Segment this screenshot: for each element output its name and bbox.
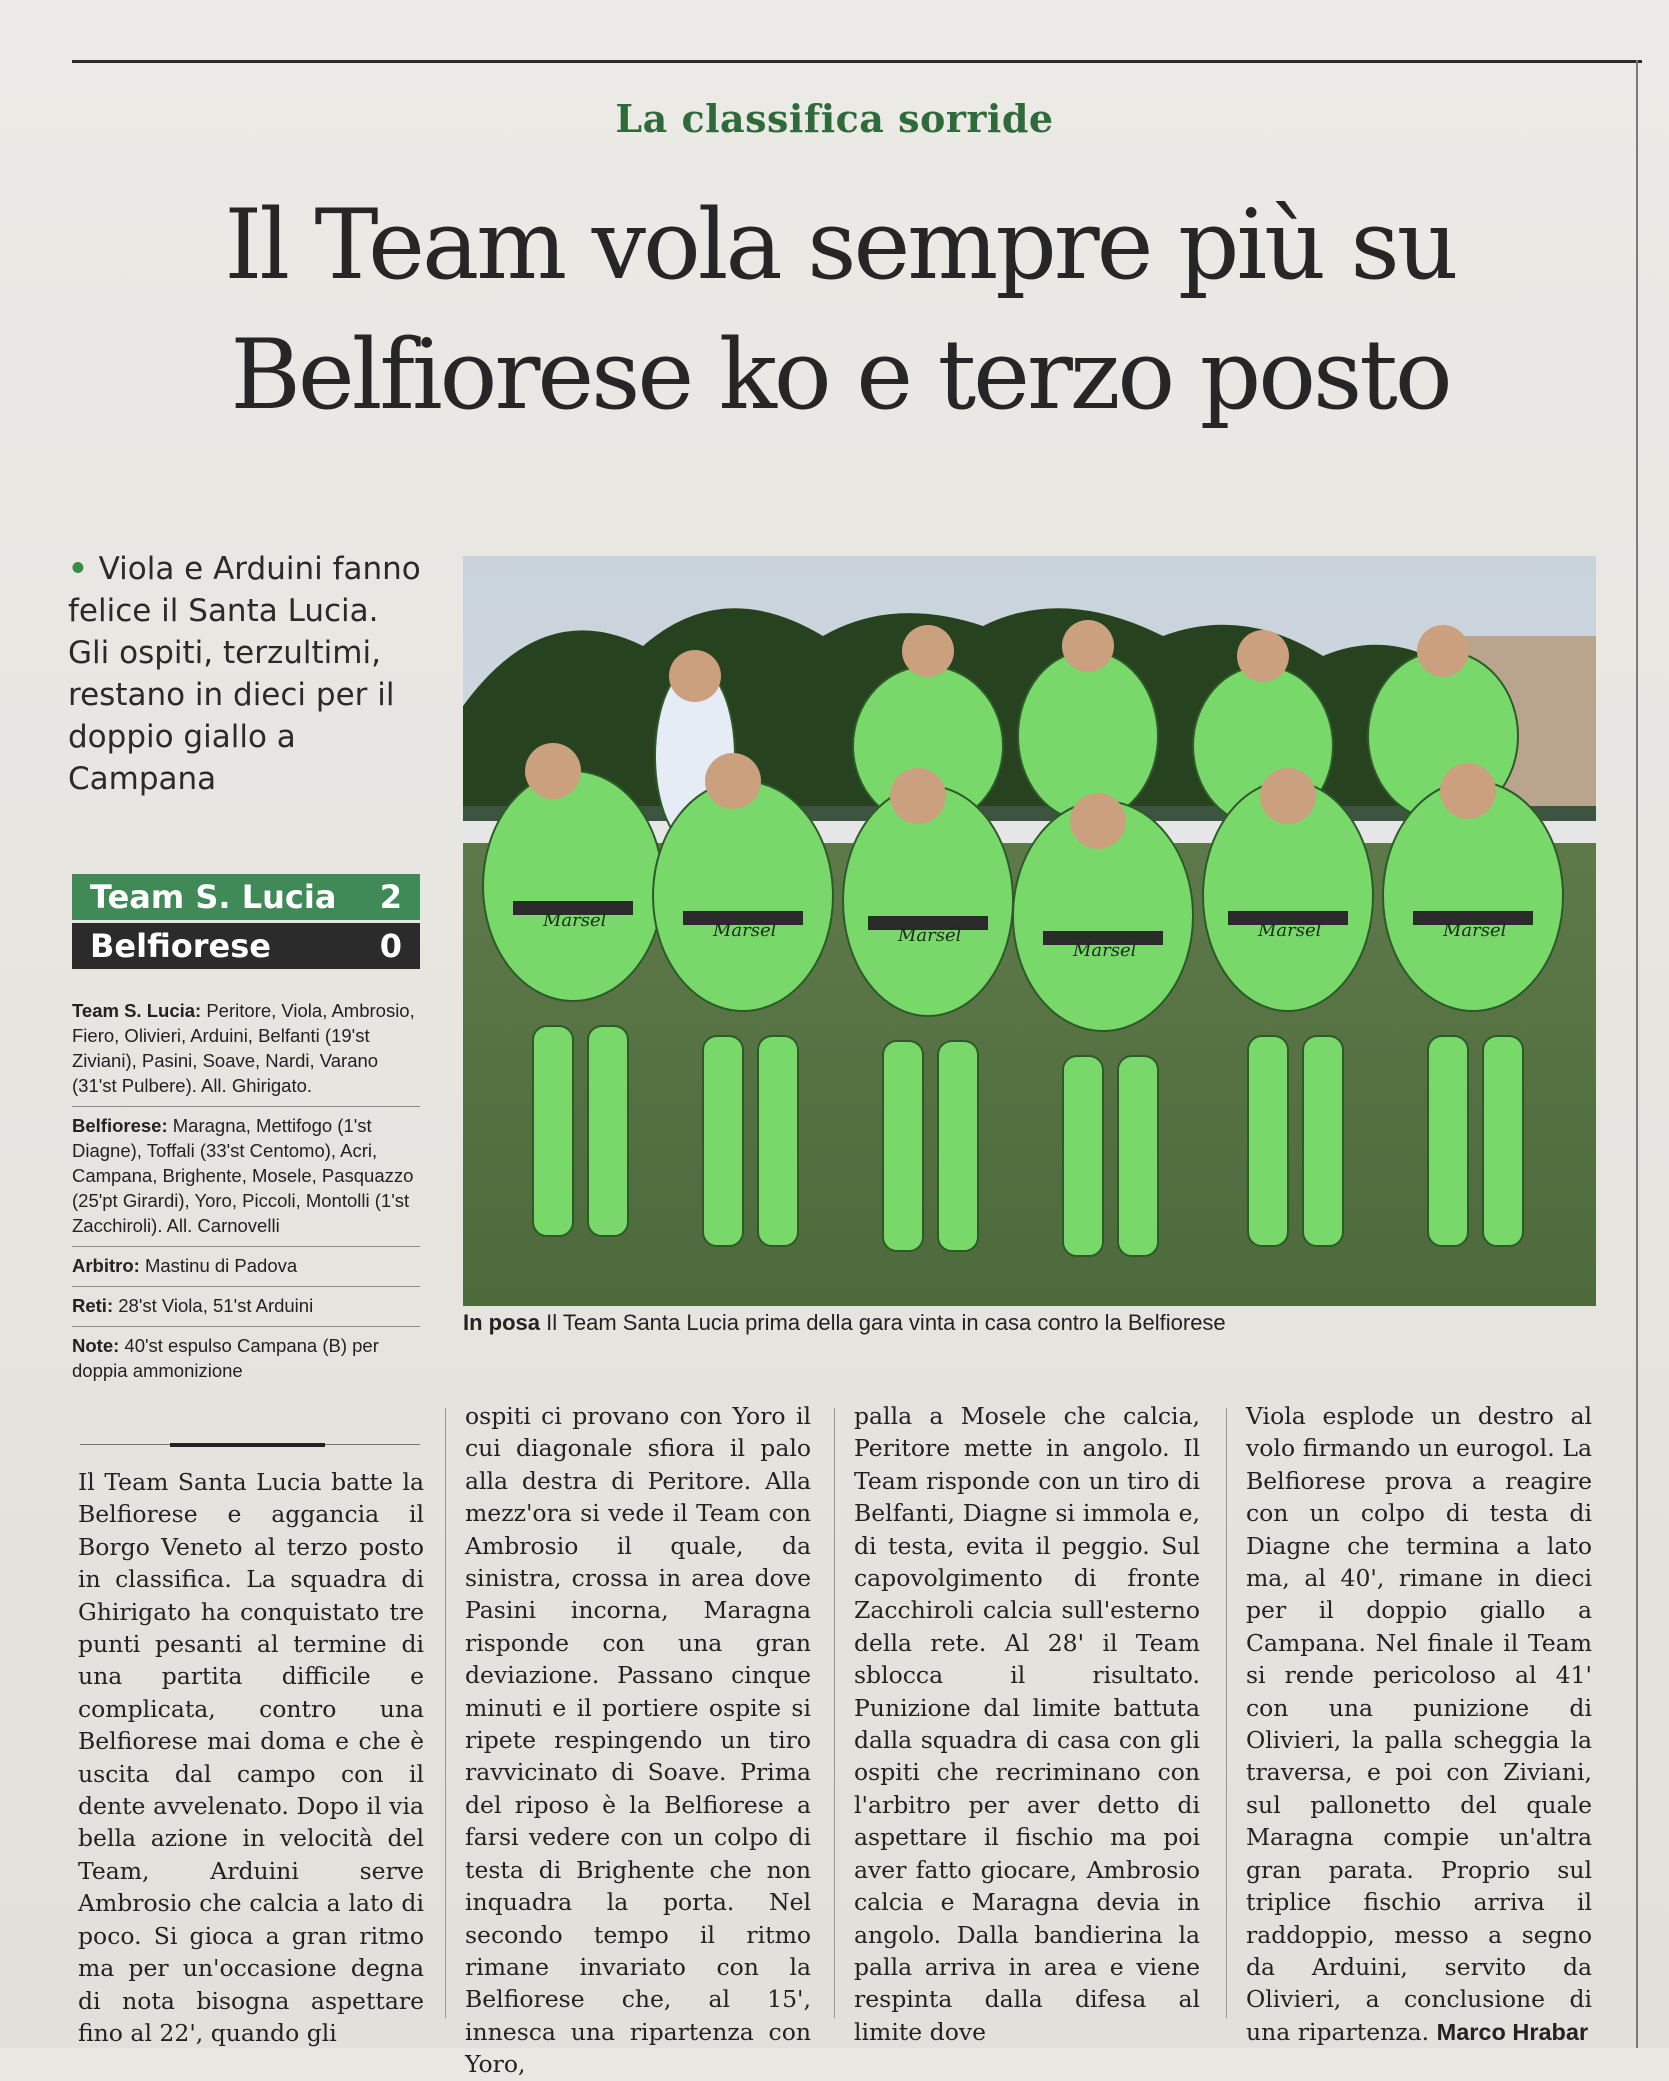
article-text-4-body: Viola esplode un destro al volo firmando un eurogol. La Belfiorese prova a reagire con un colpo di testa di Diagne che termina a lato ma, al 40', rimane in dieci per il doppio giallo a Campana. Nel finale il Team si rende pericoloso al 41' con una punizione di Olivieri, la palla scheggia la traversa, e poi con Ziviani, sul pallonetto del quale Maragna compie un'altra gran parata. Proprio sul triplice fischio arriva il raddoppio, messo a segno da Arduini, servito da Olivieri, a conclusione di una ripartenza.	[1246, 1402, 1592, 2046]
shirt-sponsor: Marsél	[543, 910, 607, 931]
headline-line-2: Belfiorese ko e terzo posto	[230, 319, 1450, 431]
shirt-sponsor: Marsél	[1073, 940, 1137, 961]
notes	[72, 1327, 420, 1391]
home-goals: 2	[379, 878, 402, 916]
author-signature: Marco Hrabar	[1436, 2018, 1589, 2045]
caption-text: Il Team Santa Lucia prima della gara vinta in casa contro la Belfiorese	[546, 1310, 1226, 1335]
article-text-3: palla a Mosele che calcia, Peritore mette in angolo. Il Team risponde con un tiro di Belfanti, Diagne si immola e, di testa, evita il peggio. Sul capovolgimento di fronte Zacchiroli calcia sull'esterno della rete. Al 28' il Team sblocca il risultato. Punizione dal limite battuta dalla squadra di casa con gli ospiti che recriminano con l'arbitro per aver detto di aspettare il fischio ma poi aver fatto giocare, Ambrosio calcia e Maragna devia in angolo. Dalla bandierina la palla arriva in area e viene respinta dalla difesa al limite dove	[854, 1402, 1200, 2046]
away-team: Belfiorese	[90, 927, 271, 965]
article-text-4	[1246, 1400, 1592, 2048]
notes-text: 40'st espulso Campana (B) per doppia ammonizione	[72, 1335, 379, 1381]
top-rule	[72, 60, 1642, 63]
away-goals: 0	[379, 927, 402, 965]
article-text-2: ospiti ci provano con Yoro il cui diagonale sfiora il palo alla destra di Peritore. Alla mezz'ora si vede il Team con Ambrosio il quale, da sinistra, crossa in area dove Pasini incorna, Maragna risponde con una gran deviazione. Passano cinque minuti e il portiere ospite si ripete respingendo un tiro ravvicinato di Soave. Prima del riposo è la Belfiorese a farsi vedere con un colpo di testa di Brighente che non inquadra la porta. Nel secondo tempo il ritmo rimane invariato con la Belfiorese che, al 15', innesca una ripartenza con Yoro,	[465, 1402, 811, 2079]
headline-line-1: Il Team vola sempre più su	[224, 189, 1456, 301]
team-photo	[463, 556, 1596, 1306]
notes-label: Note:	[72, 1335, 120, 1356]
divider-rule-bold	[170, 1443, 325, 1447]
article-column-1	[78, 1466, 424, 2049]
column-separator	[445, 1408, 446, 2018]
referee-text: Mastinu di Padova	[144, 1255, 298, 1276]
shirt-sponsor: Marsél	[1258, 920, 1322, 941]
scoreboard	[72, 874, 420, 969]
match-details	[72, 992, 420, 1391]
column-separator	[834, 1408, 835, 2018]
score-away	[72, 923, 420, 969]
goals	[72, 1287, 420, 1327]
home-team: Team S. Lucia	[90, 878, 337, 916]
subhead	[68, 548, 428, 800]
article-text-1: Il Team Santa Lucia batte la Belfiorese e aggancia il Borgo Veneto al terzo posto in classifica. La squadra di Ghirigato ha conquistato tre punti pesanti al termine di una partita difficile e complicata, contro una Belfiorese mai doma e che è uscita dal campo con il dente avvelenato. Dopo il via bella azione in velocità del Team, Arduini serve Ambrosio che calcia a lato di poco. Si gioca a gran ritmo ma per un'occasione degna di nota bisogna aspettare fino al 22', quando gli	[78, 1468, 424, 2047]
article-column-3	[854, 1400, 1200, 2048]
bullet-icon: •	[68, 551, 99, 587]
article-column-2	[465, 1400, 811, 2081]
home-lineup-text: Peritore, Viola, Ambrosio, Fiero, Olivieri, Arduini, Belfanti (19'st Ziviani), Pasini, Soave, Nardi, Varano (31'st Pulbere). All. Ghirigato.	[72, 1000, 415, 1096]
photo-caption	[463, 1310, 1603, 1336]
goals-text: 28'st Viola, 51'st Arduini	[118, 1295, 314, 1316]
subhead-text: Viola e Arduini fanno felice il Santa Lucia. Gli ospiti, terzultimi, restano in dieci per il doppio giallo a Campana	[68, 551, 421, 797]
score-home	[72, 874, 420, 920]
referee	[72, 1247, 420, 1287]
column-separator	[1226, 1408, 1227, 2018]
referee-label: Arbitro:	[72, 1255, 140, 1276]
home-lineup-label: Team S. Lucia:	[72, 1000, 202, 1021]
caption-lead: In posa	[463, 1310, 541, 1335]
column-rule	[1636, 60, 1638, 2048]
shirt-sponsor: Marsél	[713, 920, 777, 941]
home-lineup	[72, 992, 420, 1107]
article-column-4	[1246, 1400, 1592, 2048]
headline	[60, 180, 1620, 440]
goals-label: Reti:	[72, 1295, 114, 1316]
away-lineup	[72, 1107, 420, 1247]
team-photo-illustration	[463, 556, 1596, 1306]
shirt-sponsor: Marsél	[898, 925, 962, 946]
shirt-sponsor: Marsél	[1443, 920, 1507, 941]
kicker: La classifica sorride	[615, 96, 1054, 141]
away-lineup-label: Belfiorese:	[72, 1115, 168, 1136]
away-lineup-text: Maragna, Mettifogo (1'st Diagne), Toffali (33'st Centomo), Acri, Campana, Brighente, Mosele, Pasquazzo (25'pt Girardi), Yoro, Piccoli, Montolli (1'st Zacchiroli). All. Carnovelli	[72, 1115, 414, 1236]
